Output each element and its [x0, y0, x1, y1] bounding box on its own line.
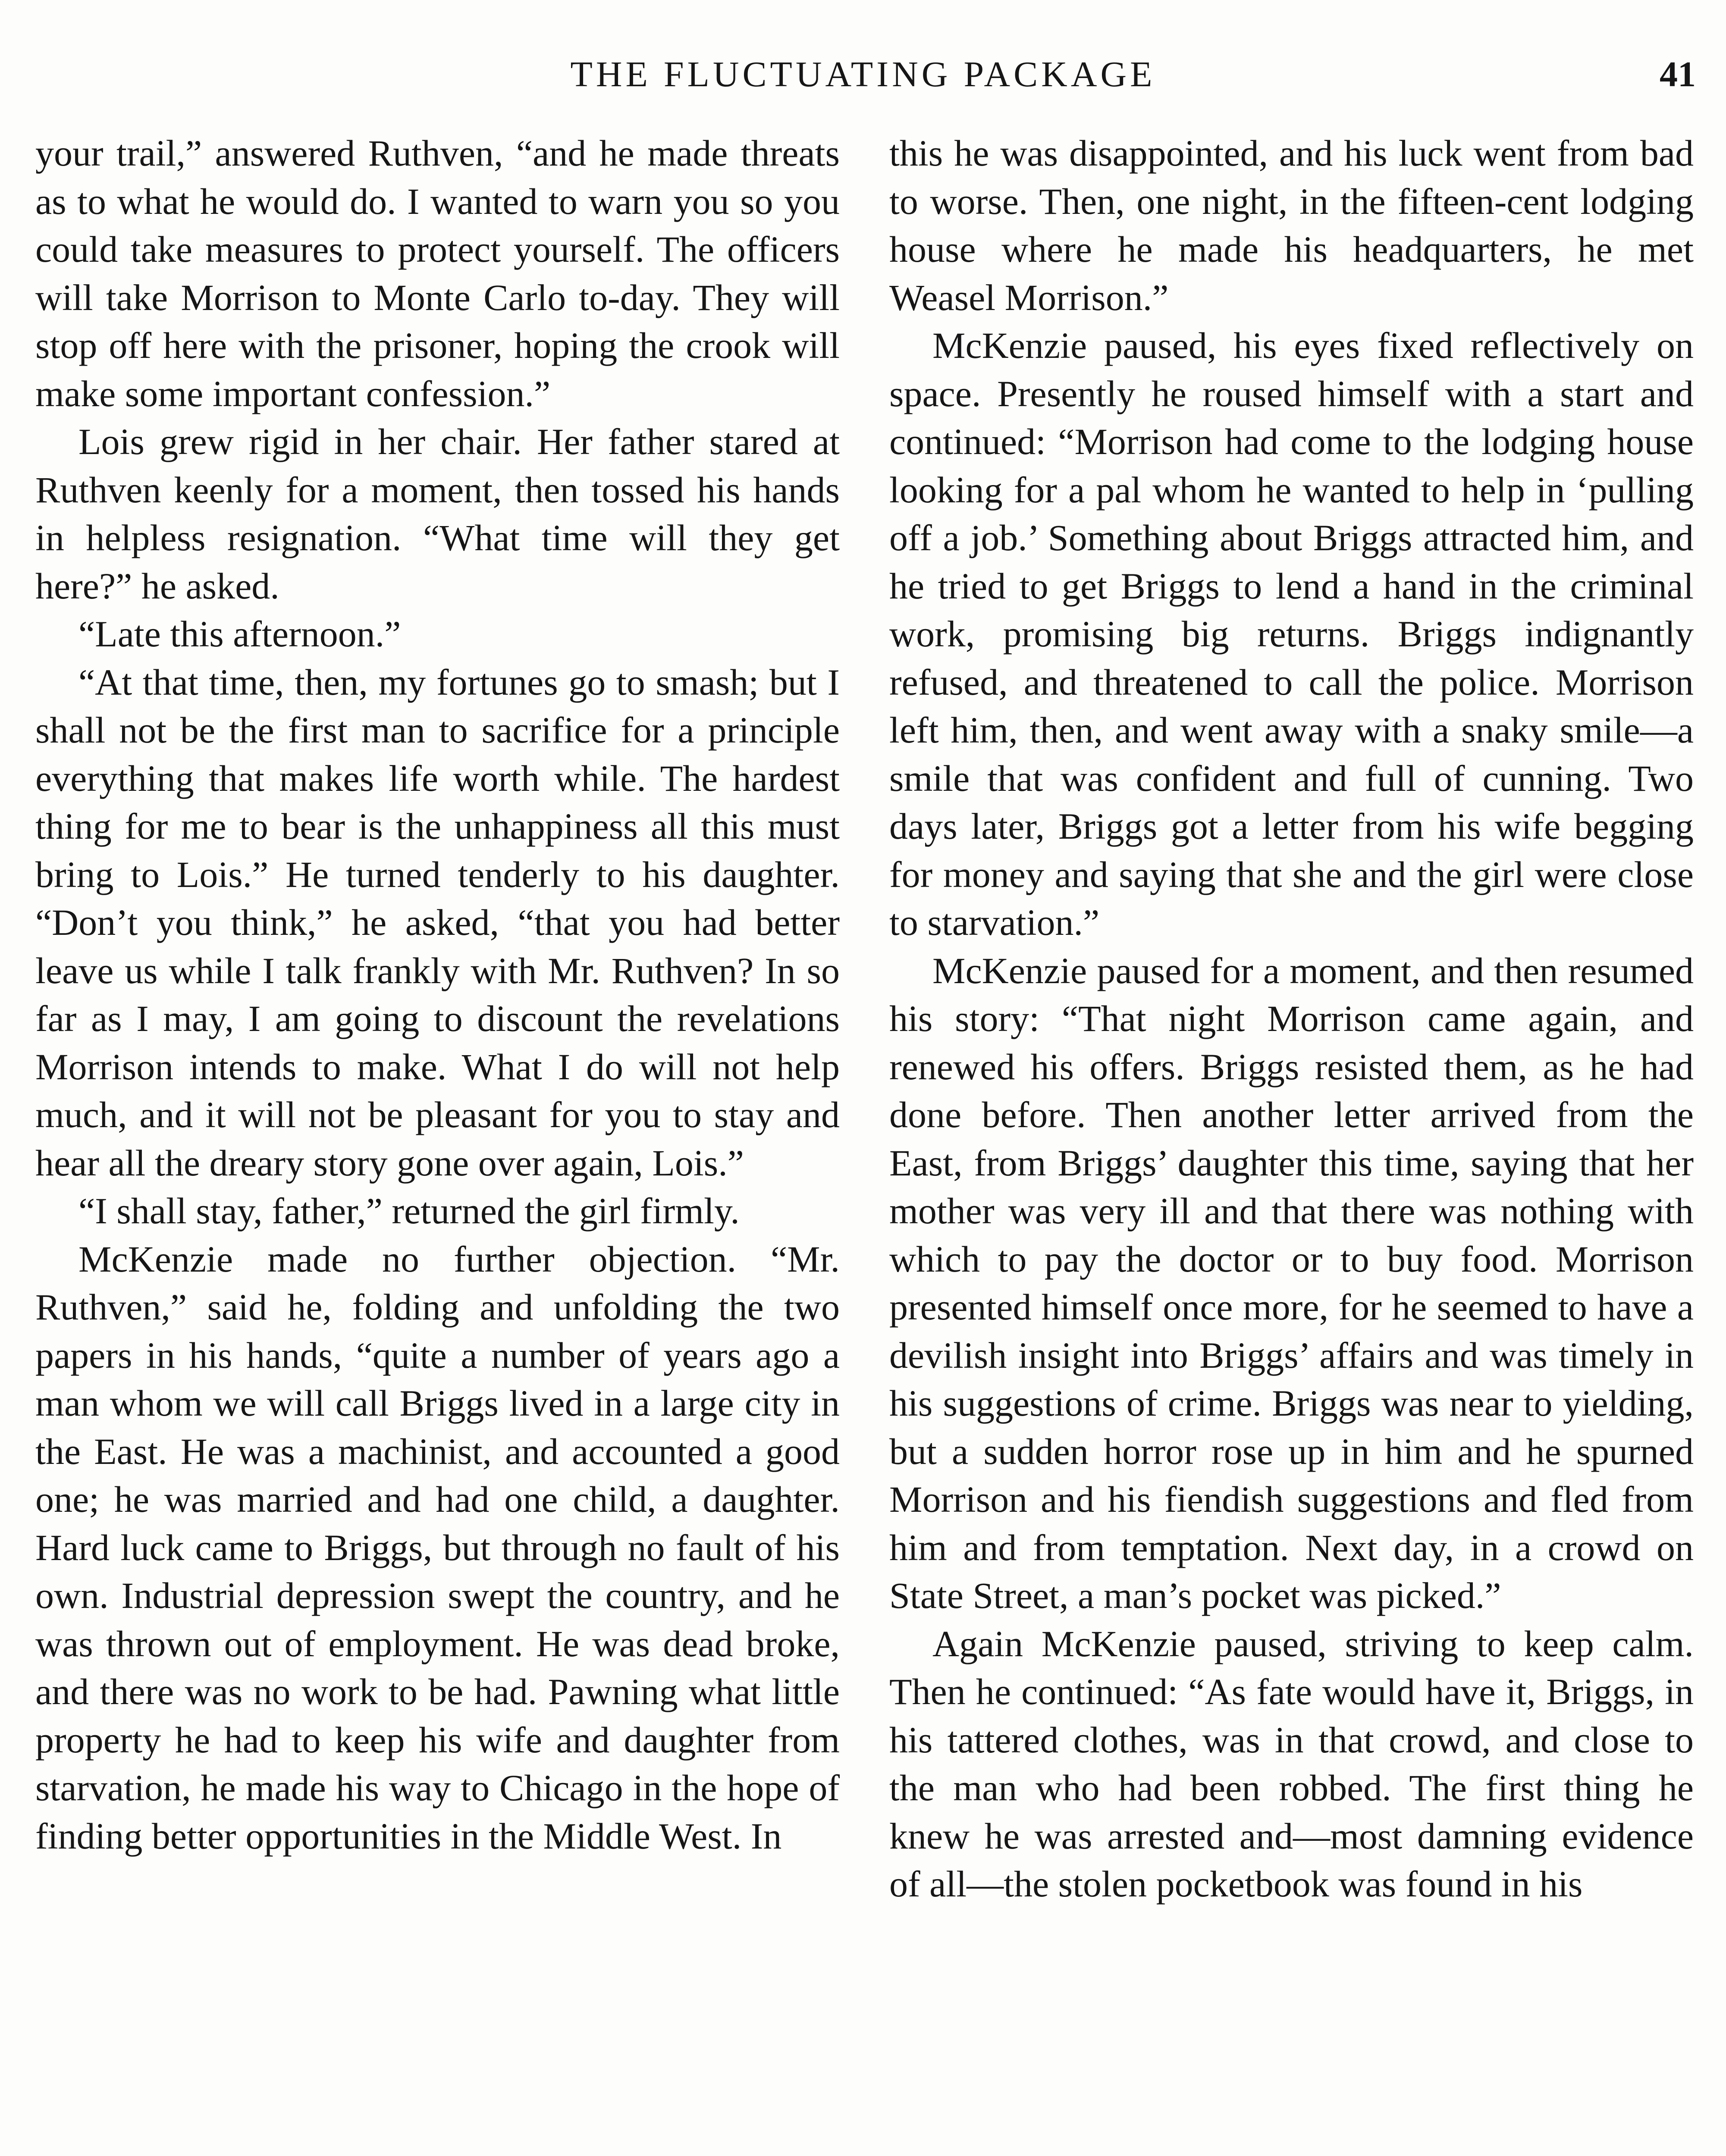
- paragraph: your trail,” answered Ruthven, “and he made threats as to what he would do. I wanted to warn you so you could take measures to protect yourself. The officers will take Morrison to Monte Carlo to-day. They will stop off here with the prisoner, hoping the crook will make some important confession.”: [35, 132, 840, 414]
- paragraph: McKenzie paused, his eyes fixed reflectively on space. Presently he roused himself with a start and continued: “Morrison had come to the lodging house looking for a pal whom he wanted to help in ‘pulling off a job.’ Something about Briggs attracted him, and he tried to get Briggs to lend a hand in the criminal work, promising big returns. Briggs indignantly refused, and threatened to call the police. Morrison left him, then, and went away with a snaky smile—a smile that was confident and full of cunning. Two days later, Briggs got a letter from his wife begging for money and saying that she and the girl were close to starvation.”: [889, 325, 1694, 943]
- left-column: [35, 129, 840, 2156]
- paragraph: “Late this afternoon.”: [78, 613, 401, 655]
- paragraph: McKenzie paused for a moment, and then resumed his story: “That night Morrison came again, and renewed his offers. Briggs resisted them, as he had done before. Then another letter arrived from the East, from Briggs’ daughter this time, saying that her mother was very ill and that there was nothing with which to pay the doctor or to buy food. Morrison presented himself once more, for he seemed to have a devilish insight into Briggs’ affairs and was timely in his suggestions of crime. Briggs was near to yielding, but a sudden horror rose up in him and he spurned Morrison and his fiendish suggestions and fled from him and from temptation. Next day, in a crowd on State Street, a man’s pocket was picked.”: [889, 950, 1694, 1616]
- right-column: [889, 129, 1694, 2156]
- paragraph: Lois grew rigid in her chair. Her father stared at Ruthven keenly for a moment, then tossed his hands in helpless resignation. “What time will they get here?” he asked.: [35, 421, 840, 607]
- paragraph: McKenzie made no further objection. “Mr. Ruthven,” said he, folding and unfolding the two papers in his hands, “quite a number of years ago a man whom we will call Briggs lived in a large city in the East. He was a machinist, and accounted a good one; he was married and had one child, a daughter. Hard luck came to Briggs, but through no fault of his own. Industrial depression swept the country, and he was thrown out of employment. He was dead broke, and there was no work to be had. Pawning what little property he had to keep his wife and daughter from starvation, he made his way to Chicago in the hope of finding better opportunities in the Middle West. In: [35, 1238, 840, 1857]
- paragraph: Again McKenzie paused, striving to keep calm. Then he continued: “As fate would have it, Briggs, in his tattered clothes, was in that crowd, and close to the man who had been robbed. The first thing he knew he was arrested and—most damning evidence of all—the stolen pocketbook was found in his: [889, 1623, 1694, 1905]
- paragraph: “At that time, then, my fortunes go to smash; but I shall not be the first man to sacrifice for a principle everything that makes life worth while. The hardest thing for me to bear is the unhappiness all this must bring to Lois.” He turned tenderly to his daughter. “Don’t you think,” he asked, “that you had better leave us while I talk frankly with Mr. Ruthven? In so far as I may, I am going to discount the revelations Morrison intends to make. What I do will not help much, and it will not be pleasant for you to stay and hear all the dreary story gone over again, Lois.”: [35, 661, 840, 1184]
- running-title: THE FLUCTUATING PACKAGE: [570, 54, 1156, 94]
- paragraph: “I shall stay, father,” returned the girl firmly.: [78, 1190, 740, 1232]
- page-number: 41: [1660, 54, 1696, 94]
- paragraph: this he was disappointed, and his luck went from bad to worse. Then, one night, in the fifteen-cent lodging house where he made his headquarters, he met Weasel Morrison.”: [889, 132, 1694, 318]
- running-header: [30, 51, 1696, 98]
